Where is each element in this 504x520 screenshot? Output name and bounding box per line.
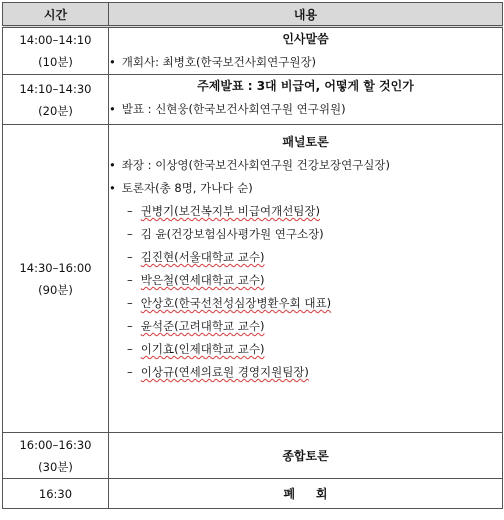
- duration: (20분): [38, 103, 73, 118]
- dash-mark: –: [127, 227, 133, 241]
- panelist: 안상호(한국선천성심장병환우회 대표): [140, 296, 332, 310]
- time-range: 14:10–14:30: [19, 81, 92, 96]
- content-cell: [109, 125, 503, 433]
- session-title: 폐 회: [109, 479, 503, 509]
- panelist: 김진현(서울대학교 교수): [140, 250, 265, 264]
- list-item: [109, 338, 502, 361]
- panel-intro: • 토론자(총 8명, 가나다 순): [109, 177, 502, 200]
- panelist: 권병기(보건복지부 비급여개선팀장): [140, 204, 321, 218]
- schedule-table: [2, 2, 503, 509]
- time-range: 16:30: [38, 486, 73, 501]
- dash-mark: –: [127, 342, 133, 356]
- panelist: 윤석준(고려대학교 교수): [140, 319, 265, 333]
- time-range: 14:00–14:10: [19, 33, 92, 47]
- list-item: [109, 292, 502, 315]
- time-cell: [3, 27, 109, 75]
- session-title: 패널토론: [282, 135, 329, 149]
- dash-mark: –: [127, 273, 133, 287]
- list-item: [109, 315, 502, 338]
- header-row: [3, 3, 503, 27]
- content-cell: [109, 75, 503, 125]
- duration: (30분): [38, 459, 73, 474]
- chair-line: • 좌장 : 이상영(한국보건사회연구원 건강보장연구실장): [109, 154, 502, 177]
- table-row: [3, 75, 503, 125]
- list-item: • 발표 : 신현웅(한국보건사회연구원 연구위원): [109, 98, 502, 121]
- dash-mark: –: [127, 204, 133, 218]
- time-cell: [3, 433, 109, 479]
- header-time: 시간: [3, 3, 109, 27]
- list-item: [109, 200, 502, 223]
- dash-mark: –: [127, 365, 133, 379]
- content-cell: [109, 27, 503, 75]
- duration: (10분): [38, 55, 73, 69]
- session-title: 인사말씀: [282, 32, 329, 46]
- table-row: [3, 27, 503, 75]
- time-cell: [3, 479, 109, 509]
- panelist: 이상규(연세의료원 경영지원팀장): [140, 365, 309, 379]
- dash-mark: –: [127, 250, 133, 264]
- table-row: [3, 433, 503, 479]
- session-title: 주제발표 : 3대 비급여, 어떻게 할 것인가: [197, 79, 414, 93]
- list-item: [109, 269, 502, 292]
- session-title: 종합토론: [109, 433, 503, 479]
- table-row: [3, 125, 503, 433]
- list-item: [109, 361, 502, 384]
- dash-mark: –: [127, 319, 133, 333]
- time-cell: [3, 75, 109, 125]
- panelist: 박은철(연세대학교 교수): [140, 273, 265, 287]
- table-row: [3, 479, 503, 509]
- time-range: 14:30–16:00: [19, 260, 92, 275]
- list-item: [109, 246, 502, 269]
- header-content: 내용: [109, 3, 503, 27]
- duration: (90분): [38, 282, 73, 297]
- list-item: [109, 223, 502, 246]
- time-cell: [3, 125, 109, 433]
- panelist: 이기효(인제대학교 교수): [140, 342, 265, 356]
- time-range: 16:00–16:30: [19, 437, 92, 452]
- panelist: 김 윤(건강보험심사평가원 연구소장): [140, 227, 324, 241]
- dash-mark: –: [127, 296, 133, 310]
- list-item: • 개회사: 최병호(한국보건사회연구원장): [109, 51, 502, 74]
